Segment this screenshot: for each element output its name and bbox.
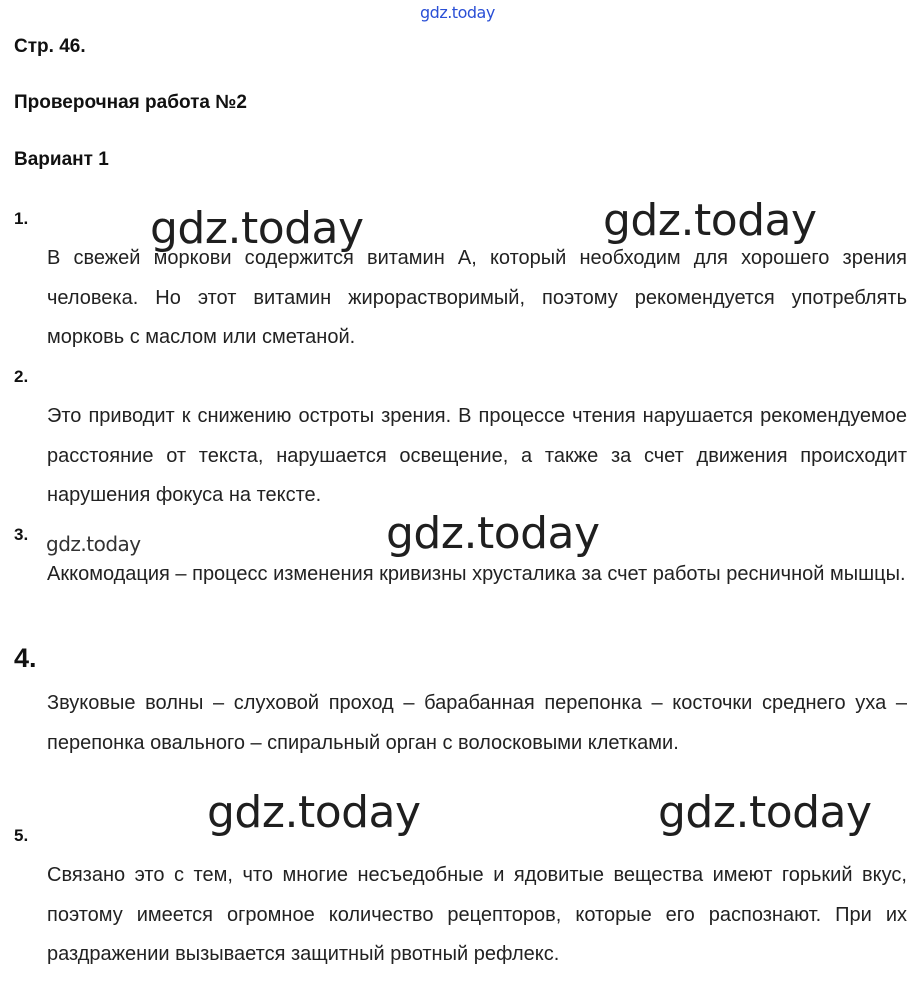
- document-title: Проверочная работа №2: [14, 92, 247, 113]
- item-text-1: В свежей моркови содержится витамин А, который необходим для хорошего зрения человека. Но этот витамин жирорастворимый, поэтому рекомендуется употреблять морковь с маслом или сметаной.: [47, 247, 907, 348]
- item-number-1: 1.: [14, 209, 29, 228]
- watermark-overlay: gdz.today: [603, 195, 817, 246]
- item-number-2: 2.: [14, 367, 29, 386]
- page-reference: Стр. 46.: [14, 36, 86, 57]
- variant-heading: Вариант 1: [14, 149, 109, 170]
- watermark-overlay: gdz.today: [150, 203, 364, 254]
- item-number-3: 3.: [14, 525, 29, 544]
- watermark-overlay: gdz.today: [386, 508, 600, 559]
- watermark-overlay: gdz.today: [207, 787, 421, 838]
- item-number-5: 5.: [14, 826, 29, 845]
- watermark-overlay: gdz.today: [46, 532, 141, 556]
- item-text-4: Звуковые волны – слуховой проход – барабанная перепонка – косточки среднего уха – перепонка овального – спиральный орган с волосковыми клетками.: [47, 692, 907, 754]
- watermark-overlay: gdz.today: [658, 787, 872, 838]
- watermark-top: gdz.today: [420, 3, 495, 22]
- item-number-4: 4.: [14, 643, 37, 673]
- item-text-2: Это приводит к снижению остроты зрения. В процессе чтения нарушается рекомендуемое расстояние от текста, нарушается освещение, а также за счет движения происходит нарушения фокуса на тексте.: [47, 405, 907, 506]
- item-text-5: Связано это с тем, что многие несъедобные и ядовитые вещества имеют горький вкус, поэтому имеется огромное количество рецепторов, которые его распознают. При их раздражении вызывается защитный рвотный рефлекс.: [47, 864, 907, 965]
- item-text-3: Аккомодация – процесс изменения кривизны хрусталика за счет работы ресничной мышцы.: [47, 563, 906, 585]
